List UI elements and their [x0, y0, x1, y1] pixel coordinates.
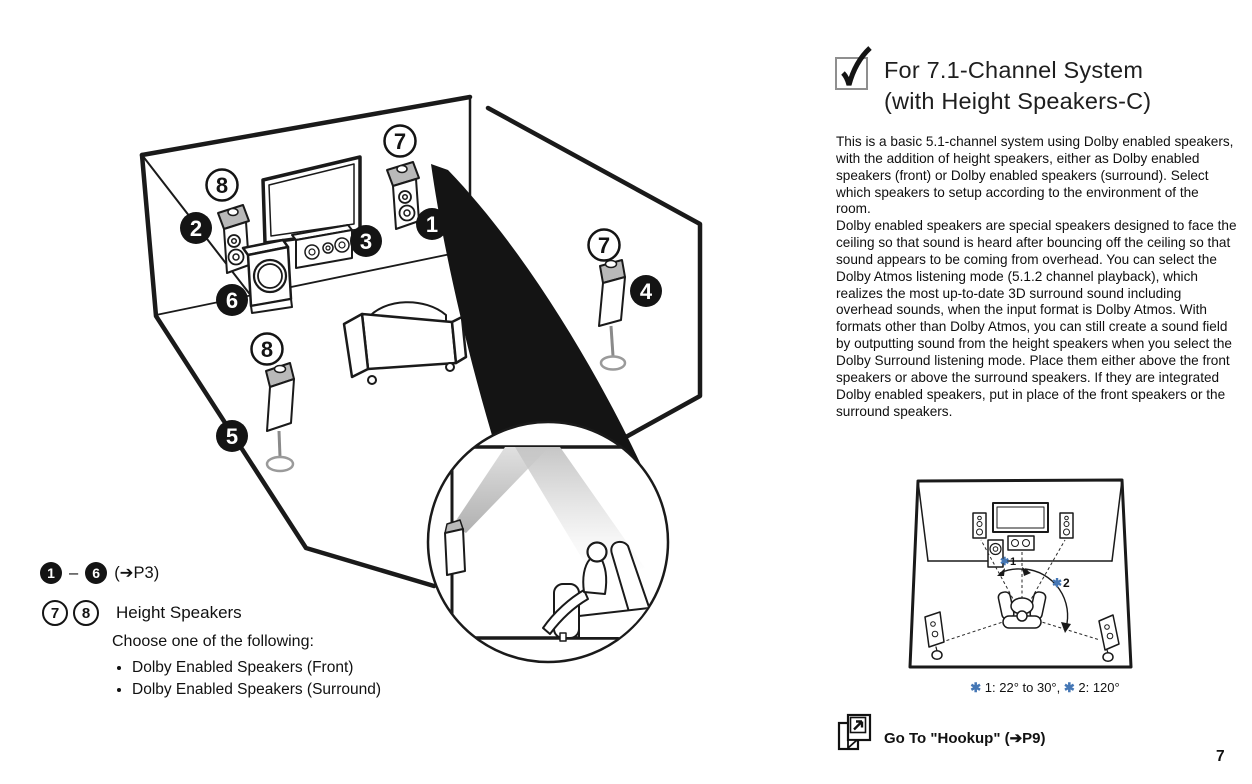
svg-text:8: 8: [260, 337, 274, 362]
mini-front-right-speaker: [1060, 513, 1073, 538]
legend-height-speakers: [42, 600, 242, 626]
legend-range-dash: –: [69, 563, 79, 582]
legend-choose-label: Choose one of the following:: [112, 633, 314, 650]
badge-height-8-surround: [252, 334, 283, 365]
svg-text:5: 5: [225, 424, 239, 449]
svg-text:6: 6: [225, 288, 239, 313]
section-title-line1: For 7.1-Channel System: [884, 57, 1144, 83]
svg-text:2: 2: [189, 216, 203, 241]
legend-badge-8: 8: [73, 600, 99, 626]
badge-height-8-front: [207, 170, 238, 201]
page-number: 7: [1216, 748, 1225, 765]
couch: [344, 302, 466, 384]
badge-5: [216, 420, 248, 452]
section-title: [884, 55, 1151, 117]
caption-star-1-icon: ✱: [970, 680, 982, 695]
body-paragraph-1: This is a basic 5.1-channel system using Dolby enabled speakers, with the addition of height speakers, either as Dolby enabled speakers (front) or Dolby enabled speakers (surround). Select which speakers to setup according to the environment of the room.: [836, 134, 1234, 217]
badge-3: [350, 225, 382, 257]
legend-option-surround: • Dolby Enabled Speakers (Surround): [132, 680, 381, 700]
legend-badge-1: 1: [40, 562, 62, 584]
badge-6: [216, 284, 248, 316]
legend-speaker-range: [40, 562, 159, 584]
surround-left-speaker: [266, 363, 294, 471]
badge-height-7-front: [385, 126, 416, 157]
svg-text:7: 7: [597, 233, 611, 258]
front-left-speaker: [218, 205, 249, 273]
section-title-line2: (with Height Speakers-C): [884, 88, 1152, 114]
body-text: [836, 134, 1237, 420]
front-right-speaker: [387, 162, 419, 229]
goto-hookup-label[interactable]: Go To "Hookup" (➔P9): [884, 730, 1046, 747]
svg-text:7: 7: [393, 129, 407, 154]
goto-page-icon: [836, 712, 876, 754]
legend-options-list: [112, 656, 381, 702]
ceiling-bounce-inset: [428, 422, 668, 662]
goto-hookup-link[interactable]: [836, 712, 1046, 754]
svg-text:1: 1: [1010, 556, 1017, 568]
legend-page-ref[interactable]: (➔P3): [114, 564, 160, 582]
wall-mounted-dolby-speaker: [445, 520, 465, 575]
legend-badge-7: 7: [42, 600, 68, 626]
body-paragraph-2: Dolby enabled speakers are special speakers designed to face the ceiling so that sound is heard after bouncing off the ceiling so that sound appears to be coming from overhead. You can select the Dolby Atmos listening mode (5.1.2 channel playback), which realizes the most up-to-date 3D surround sound including overhead sounds, when the input format is Dolby Atmos. With formats other than Dolby Atmos, you can still create a sound field by outputting sound from the height speakers when you select the Dolby Surround listening mode. Place them either above the front speakers or above the surround speakers. If they are integrated Dolby enabled speakers, put in place of the front speakers or the surround speakers.: [836, 218, 1237, 419]
svg-text:4: 4: [639, 279, 653, 304]
mini-center-speaker: [1008, 536, 1034, 550]
badge-2: [180, 212, 212, 244]
caption-star-2-icon: ✱: [1063, 680, 1075, 695]
svg-text:3: 3: [359, 229, 373, 254]
mini-front-left-speaker: [973, 513, 986, 538]
svg-text:1: 1: [425, 212, 439, 237]
mini-star-1-icon: ✱: [1000, 556, 1010, 568]
legend-option-front: • Dolby Enabled Speakers (Front): [132, 658, 381, 678]
svg-text:2: 2: [1063, 576, 1070, 590]
checkbox-checked-icon: [834, 44, 878, 92]
badge-4: [630, 275, 662, 307]
surround-right-speaker: [599, 260, 625, 370]
mini-tv: [993, 503, 1048, 532]
legend-height-label: Height Speakers: [116, 603, 242, 622]
angle-caption: ✱ 1: 22° to 30°, ✱ 2: 120°: [970, 680, 1120, 695]
svg-text:8: 8: [215, 173, 229, 198]
mini-star-2-icon: ✱: [1052, 576, 1063, 590]
subwoofer: [243, 240, 292, 313]
speaker-angle-diagram: [900, 472, 1140, 672]
badge-1: [416, 208, 448, 240]
legend-badge-6: 6: [85, 562, 107, 584]
badge-height-7-surround: [589, 230, 620, 261]
